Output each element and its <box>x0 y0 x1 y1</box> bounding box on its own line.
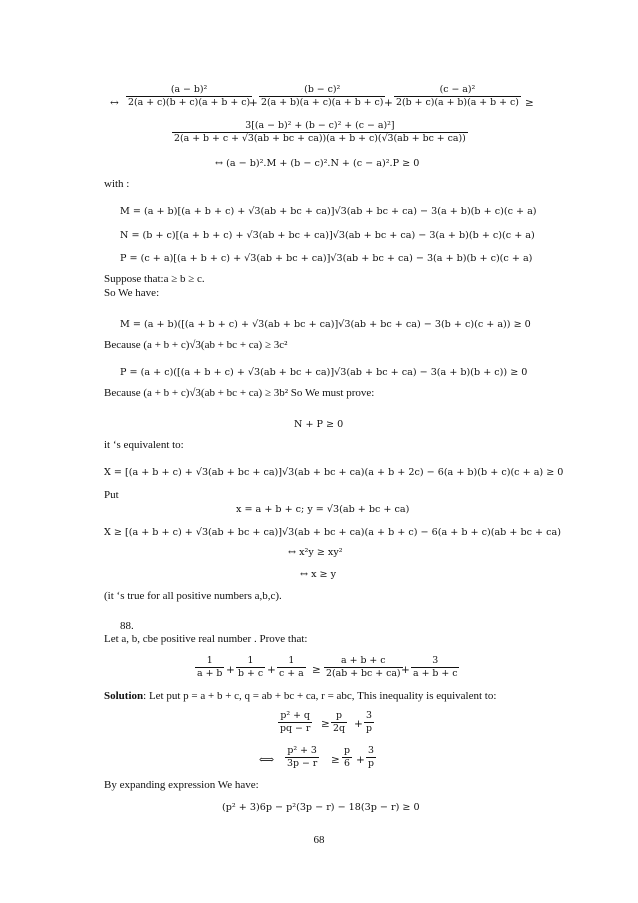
problem-number: 88. <box>120 620 134 632</box>
fraction-denominator: 2(b + c)(a + b)(a + b + c) <box>396 97 519 108</box>
equivalent-text: it ‘s equivalent to: <box>104 439 184 451</box>
with-label: with : <box>104 178 130 190</box>
fraction-big <box>172 120 468 145</box>
by-expanding-text: By expanding expression We have: <box>104 779 259 791</box>
because-text-2: Because (a + b + c)√3(ab + bc + ca) ≥ 3b² So We must prove: <box>104 387 375 399</box>
fraction-numerator: p <box>335 710 342 721</box>
fraction-denominator: 2(a + b + c + √3(ab + bc + ca))(a + b + c)(√3(ab + bc + ca)) <box>174 133 466 144</box>
solution-label: Solution <box>104 690 144 702</box>
fraction-numerator: p <box>344 745 351 756</box>
geq-sign: ≥ <box>331 754 340 766</box>
fraction-numerator: 3[(a − b)² + (b − c)² + (c − a)²] <box>245 120 395 131</box>
fraction-numerator: 3 <box>368 745 374 756</box>
fraction-denominator: p <box>366 723 373 734</box>
equation-mnp: ↔ (a − b)².M + (b − c)².N + (c − a)².P ≥ 0 <box>215 158 420 169</box>
fraction-denominator: 2(a + b)(a + c)(a + b + c) <box>261 97 384 108</box>
p-inequality: P = (a + c)([(a + b + c) + √3(ab + bc + ca)]√3(ab + bc + ca) − 3(a + b)(b + c)) ≥ 0 <box>120 367 528 378</box>
fraction-denominator: pq − r <box>280 723 311 734</box>
plus-sign: + <box>356 754 365 766</box>
put-text: Put <box>104 489 119 501</box>
fraction-p88-3 <box>277 655 306 680</box>
fraction-sol1-1 <box>278 710 312 735</box>
fraction-term-1 <box>126 84 252 109</box>
fraction-p88-5 <box>411 655 459 680</box>
fraction-numerator: 1 <box>288 655 295 666</box>
definition-n: N = (b + c)[(a + b + c) + √3(ab + bc + ca)]√3(ab + bc + ca) − 3(a + b)(b + c)(c + a) <box>120 230 535 241</box>
x2y-inequality: ↔ x²y ≥ xy² <box>288 547 343 558</box>
so-we-have-text: So We have: <box>104 287 160 299</box>
fraction-sol2-1 <box>285 745 319 770</box>
geq-sign: ≥ <box>525 97 534 109</box>
fraction-denominator: a + b <box>197 668 223 679</box>
fraction-sol2-2 <box>342 745 352 770</box>
fraction-denominator: 6 <box>344 758 350 769</box>
fraction-sol1-3 <box>364 710 374 735</box>
fraction-denominator: 2(a + c)(b + c)(a + b + c) <box>128 97 251 108</box>
n-plus-p-inequality: N + P ≥ 0 <box>294 419 344 430</box>
fraction-denominator: p <box>368 758 375 769</box>
fraction-denominator: c + a <box>279 668 304 679</box>
plus-sign: + <box>226 664 235 676</box>
fraction-numerator: a + b + c <box>341 655 386 666</box>
fraction-denominator: 3p − r <box>287 758 318 769</box>
fraction-numerator: 1 <box>206 655 213 666</box>
final-inequality: (p² + 3)6p − p²(3p − r) − 18(3p − r) ≥ 0 <box>222 802 420 813</box>
fraction-numerator: p² + q <box>280 710 310 721</box>
fraction-denominator: 2(ab + bc + ca) <box>326 668 401 679</box>
plus-sign: + <box>401 664 410 676</box>
x-geq-inequality: X ≥ [(a + b + c) + √3(ab + bc + ca)]√3(ab + bc + ca)(a + b + c) − 6(a + b + c)(ab + bc + ca) <box>104 527 561 538</box>
geq-sign: ≥ <box>312 664 321 676</box>
plus-sign: + <box>354 718 363 730</box>
m-inequality: M = (a + b)([(a + b + c) + √3(ab + bc + ca)]√3(ab + bc + ca) − 3(b + c)(c + a)) ≥ 0 <box>120 319 531 330</box>
x-geq-y: ↔ x ≥ y <box>300 569 337 580</box>
solution-text: : Let put p = a + b + c, q = ab + bc + ca, r = abc, This inequality is equivalent to: <box>143 690 497 702</box>
fraction-denominator: 2q <box>333 723 345 734</box>
fraction-p88-1 <box>195 655 224 680</box>
fraction-numerator: (a − b)² <box>170 84 208 95</box>
suppose-text: Suppose that:a ≥ b ≥ c. <box>104 273 205 285</box>
equivalence-arrow: ↔ <box>110 97 119 109</box>
fraction-numerator: (c − a)² <box>439 84 476 95</box>
fraction-numerator: 3 <box>366 710 372 721</box>
fraction-term-2 <box>259 84 385 109</box>
definition-p: P = (c + a)[(a + b + c) + √3(ab + bc + ca)]√3(ab + bc + ca) − 3(a + b)(b + c)(c + a) <box>120 253 533 264</box>
problem-statement: Let a, b, cbe positive real number . Prove that: <box>104 633 308 645</box>
fraction-term-3 <box>394 84 521 109</box>
geq-sign: ≥ <box>321 718 330 730</box>
page-number: 68 <box>313 834 325 846</box>
fraction-sol1-2 <box>331 710 347 735</box>
plus-sign: + <box>384 97 393 109</box>
fraction-numerator: 3 <box>432 655 439 666</box>
fraction-numerator: (b − c)² <box>304 84 341 95</box>
definition-m: M = (a + b)[(a + b + c) + √3(ab + bc + ca)]√3(ab + bc + ca) − 3(a + b)(b + c)(c + a) <box>120 206 537 217</box>
true-for-text: (it ‘s true for all positive numbers a,b,c). <box>104 590 282 602</box>
plus-sign: + <box>267 664 276 676</box>
solution-line <box>104 690 496 703</box>
fraction-denominator: b + c <box>238 668 264 679</box>
put-definitions: x = a + b + c; y = √3(ab + bc + ca) <box>236 504 410 515</box>
fraction-denominator: a + b + c <box>413 668 458 679</box>
fraction-numerator: 1 <box>247 655 254 666</box>
fraction-p88-2 <box>236 655 265 680</box>
fraction-numerator: p² + 3 <box>287 745 317 756</box>
x-inequality: X = [(a + b + c) + √3(ab + bc + ca)]√3(ab + bc + ca)(a + b + 2c) − 6(a + b)(b + c)(c + a) ≥ 0 <box>104 467 564 478</box>
plus-sign: + <box>249 97 258 109</box>
iff-sign: ⟺ <box>259 754 275 766</box>
because-text-1: Because (a + b + c)√3(ab + bc + ca) ≥ 3c² <box>104 339 288 351</box>
fraction-sol2-3 <box>366 745 376 770</box>
fraction-p88-4 <box>324 655 403 680</box>
